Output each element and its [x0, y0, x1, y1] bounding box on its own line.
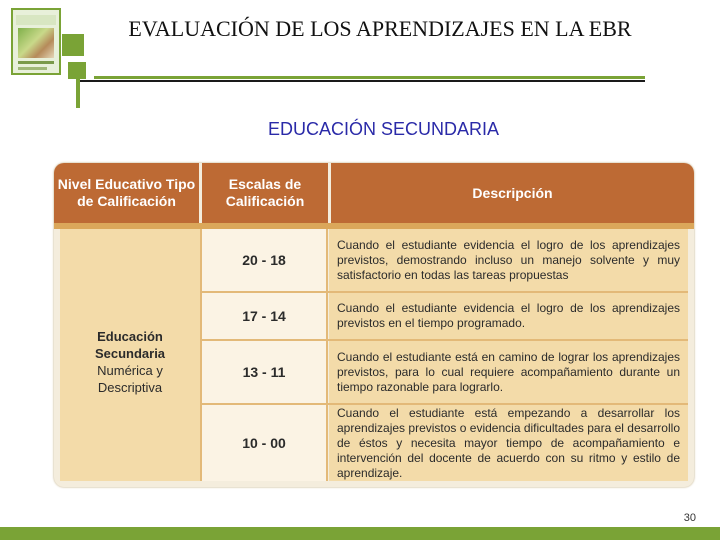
slide-subtitle: EDUCACIÓN SECUNDARIA — [267, 119, 500, 139]
decorative-line — [94, 76, 645, 79]
header-level: Nivel Educativo Tipo de Calificación — [54, 163, 199, 223]
slide-title: EVALUACIÓN DE LOS APRENDIZAJES EN LA EBR — [128, 16, 632, 41]
description-cell: Cuando el estudiante está empezando a desarrollar los aprendizajes previstos o evidencia dificultades para el desarrollo de éstos y necesita mayor tiempo de acompañamiento e intervención del docente de acuerdo con su ritmo y estilo de aprendizaje. — [329, 405, 688, 481]
title-underline — [80, 80, 645, 82]
description-cell: Cuando el estudiante está en camino de lograr los aprendizajes previstos, para lo cual requiere acompañamiento durante un tiempo razonable para lograrlo. — [329, 341, 688, 403]
page-number: 30 — [683, 512, 696, 524]
decorative-square — [62, 34, 84, 56]
level-text: Educación Secundaria Numérica y Descriptiva — [94, 329, 166, 395]
description-cell: Cuando el estudiante evidencia el logro de los aprendizajes previstos en el tiempo programado. — [329, 293, 688, 339]
scale-cell: 13 - 11 — [200, 341, 328, 403]
document-cover-thumbnail — [11, 8, 61, 75]
header-scale: Escalas de Calificación — [202, 163, 328, 223]
footer-bar — [0, 527, 720, 540]
scale-cell: 10 - 00 — [200, 405, 328, 481]
header-description: Descripción — [331, 163, 694, 223]
scale-cell: 17 - 14 — [200, 293, 328, 339]
decorative-line — [76, 62, 80, 108]
scale-cell: 20 - 18 — [200, 229, 328, 291]
description-cell: Cuando el estudiante evidencia el logro de los aprendizajes previstos, demostrando incluso un manejo solvente y muy satisfactorio en todas las tareas propuestas — [329, 229, 688, 291]
grading-scale-table — [54, 163, 694, 487]
